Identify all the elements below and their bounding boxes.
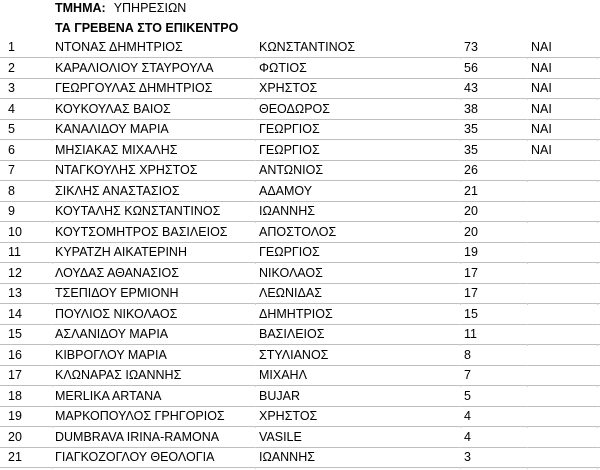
row-number: 5 <box>8 122 15 136</box>
father-name: ΝΙΚΟΛΑΟΣ <box>259 265 323 280</box>
table-row <box>0 39 600 60</box>
cell-tick <box>255 57 256 59</box>
row-divider <box>0 262 600 263</box>
row-divider <box>0 57 600 58</box>
father-name: ΚΩΝΣΤΑΝΤΙΝΟΣ <box>259 40 356 54</box>
table-row <box>0 347 600 368</box>
row-number: 1 <box>8 40 15 54</box>
candidate-name: ΛΟΥΔΑΣ ΑΘΑΝΑΣΙΟΣ <box>55 265 179 280</box>
row-divider <box>0 180 600 181</box>
cell-tick <box>527 221 528 223</box>
table-row <box>0 101 600 122</box>
cell-tick <box>527 119 528 121</box>
candidate-name: ΓΙΑΓΚΟΖΟΓΛΟΥ ΘΕΟΛΟΓΙΑ <box>55 450 215 464</box>
row-divider <box>0 242 600 243</box>
row-divider <box>0 78 600 79</box>
father-name: ΜΙΧΑΗΛ <box>259 368 307 382</box>
candidate-name: ΚΑΡΑΛΙΟΛΙΟΥ ΣΤΑΥΡΟΥΛΑ <box>55 60 214 75</box>
cell-tick <box>597 324 598 326</box>
cell-tick <box>52 385 53 387</box>
cell-tick <box>460 242 461 244</box>
cell-tick <box>460 201 461 203</box>
cell-tick <box>52 242 53 244</box>
cell-tick <box>52 426 53 428</box>
cell-tick <box>460 78 461 80</box>
row-divider <box>0 283 600 284</box>
cell-tick <box>597 78 598 80</box>
row-number: 20 <box>8 429 22 444</box>
cell-tick <box>597 447 598 449</box>
candidate-name: ΝΤΟΝΑΣ ΔΗΜΗΤΡΙΟΣ <box>55 40 183 54</box>
table-row <box>0 408 600 429</box>
candidate-name: ΚΟΥΤΑΛΗΣ ΚΩΝΣΤΑΝΤΙΝΟΣ <box>55 204 221 218</box>
elected-flag: ΝΑΙ <box>531 60 552 75</box>
cell-tick <box>52 406 53 408</box>
cell-tick <box>460 344 461 346</box>
candidate-name: ΚΟΥΚΟΥΛΑΣ ΒΑΙΟΣ <box>55 101 171 116</box>
row-number: 6 <box>8 142 15 157</box>
vote-count: 21 <box>464 183 478 198</box>
cell-tick <box>460 467 461 469</box>
vote-count: 35 <box>464 122 478 136</box>
vote-count: 4 <box>464 409 471 423</box>
father-name: ΙΩΑΝΝΗΣ <box>259 450 315 464</box>
cell-tick <box>52 180 53 182</box>
father-name: BUJAR <box>259 388 300 403</box>
vote-count: 3 <box>464 450 471 464</box>
cell-tick <box>460 303 461 305</box>
department-header <box>55 1 186 15</box>
row-divider <box>0 98 600 99</box>
cell-tick <box>52 365 53 367</box>
father-name: ΧΡΗΣΤΟΣ <box>259 81 318 95</box>
table-row <box>0 388 600 409</box>
cell-tick <box>52 262 53 264</box>
father-name: ΧΡΗΣΤΟΣ <box>259 409 318 423</box>
cell-tick <box>527 180 528 182</box>
elected-flag: ΝΑΙ <box>531 81 552 95</box>
row-divider <box>0 385 600 386</box>
row-divider <box>0 467 600 468</box>
cell-tick <box>460 57 461 59</box>
row-number: 10 <box>8 224 22 239</box>
cell-tick <box>255 365 256 367</box>
father-name: ΑΔΑΜΟΥ <box>259 183 313 198</box>
candidate-name: ΚΛΩΝΑΡΑΣ ΙΩΑΝΝΗΣ <box>55 368 182 382</box>
row-divider <box>0 201 600 202</box>
cell-tick <box>597 57 598 59</box>
table-row <box>0 244 600 265</box>
cell-tick <box>255 467 256 469</box>
cell-tick <box>527 201 528 203</box>
row-number: 14 <box>8 306 22 321</box>
table-row <box>0 429 600 450</box>
cell-tick <box>460 139 461 141</box>
row-divider <box>0 344 600 345</box>
list-title: ΤΑ ΓΡΕΒΕΝΑ ΣΤΟ ΕΠΙΚΕΝΤΡΟ <box>55 21 239 35</box>
row-number: 19 <box>8 409 22 423</box>
cell-tick <box>597 98 598 100</box>
row-divider <box>0 303 600 304</box>
father-name: ΛΕΩΝΙΔΑΣ <box>259 286 322 300</box>
table-row <box>0 60 600 81</box>
cell-tick <box>527 57 528 59</box>
cell-tick <box>255 201 256 203</box>
cell-tick <box>460 426 461 428</box>
table-row <box>0 224 600 245</box>
cell-tick <box>52 119 53 121</box>
row-number: 11 <box>8 245 21 259</box>
row-number: 3 <box>8 81 15 95</box>
cell-tick <box>527 365 528 367</box>
cell-tick <box>52 221 53 223</box>
cell-tick <box>255 385 256 387</box>
father-name: ΣΤΥΛΙΑΝΟΣ <box>259 347 329 362</box>
vote-count: 26 <box>464 163 478 177</box>
candidate-name: ΚΙΒΡΟΓΛΟΥ ΜΑΡΙΑ <box>55 347 167 362</box>
cell-tick <box>52 139 53 141</box>
row-divider <box>0 221 600 222</box>
row-number: 15 <box>8 327 22 341</box>
father-name: VASILE <box>259 429 302 444</box>
cell-tick <box>527 467 528 469</box>
cell-tick <box>597 262 598 264</box>
vote-count: 5 <box>464 388 471 403</box>
table-row <box>0 326 600 347</box>
cell-tick <box>52 98 53 100</box>
cell-tick <box>597 406 598 408</box>
candidates-table <box>0 39 600 470</box>
cell-tick <box>460 180 461 182</box>
cell-tick <box>52 447 53 449</box>
cell-tick <box>255 78 256 80</box>
cell-tick <box>460 119 461 121</box>
table-row <box>0 265 600 286</box>
table-row <box>0 162 600 183</box>
row-number: 13 <box>8 286 22 300</box>
row-divider <box>0 447 600 448</box>
cell-tick <box>597 201 598 203</box>
cell-tick <box>255 139 256 141</box>
table-row <box>0 121 600 142</box>
cell-tick <box>597 344 598 346</box>
table-row <box>0 367 600 388</box>
vote-count: 56 <box>464 60 478 75</box>
father-name: ΓΕΩΡΓΙΟΣ <box>259 122 320 136</box>
row-number: 21 <box>8 450 22 464</box>
cell-tick <box>460 324 461 326</box>
cell-tick <box>460 406 461 408</box>
father-name: ΦΩΤΙΟΣ <box>259 60 307 75</box>
table-row <box>0 449 600 470</box>
row-number: 18 <box>8 388 22 403</box>
row-divider <box>0 324 600 325</box>
father-name: ΔΗΜΗΤΡΙΟΣ <box>259 306 333 321</box>
cell-tick <box>460 365 461 367</box>
candidate-name: ΠΟΥΛΙΟΣ ΝΙΚΟΛΑΟΣ <box>55 306 178 321</box>
cell-tick <box>597 467 598 469</box>
row-number: 12 <box>8 265 22 280</box>
cell-tick <box>460 221 461 223</box>
cell-tick <box>255 221 256 223</box>
father-name: ΓΕΩΡΓΙΟΣ <box>259 142 320 157</box>
cell-tick <box>527 324 528 326</box>
cell-tick <box>527 98 528 100</box>
cell-tick <box>255 447 256 449</box>
cell-tick <box>527 344 528 346</box>
candidate-name: ΝΤΑΓΚΟΥΛΗΣ ΧΡΗΣΤΟΣ <box>55 163 198 177</box>
row-number: 2 <box>8 60 15 75</box>
cell-tick <box>255 180 256 182</box>
row-number: 17 <box>8 368 22 382</box>
cell-tick <box>527 139 528 141</box>
row-divider <box>0 365 600 366</box>
row-divider <box>0 426 600 427</box>
cell-tick <box>527 406 528 408</box>
row-divider <box>0 139 600 140</box>
vote-count: 7 <box>464 368 471 382</box>
cell-tick <box>255 283 256 285</box>
cell-tick <box>597 160 598 162</box>
cell-tick <box>527 242 528 244</box>
vote-count: 43 <box>464 81 478 95</box>
father-name: ΑΝΤΩΝΙΟΣ <box>259 163 324 177</box>
cell-tick <box>597 119 598 121</box>
cell-tick <box>460 385 461 387</box>
cell-tick <box>597 283 598 285</box>
cell-tick <box>597 303 598 305</box>
cell-tick <box>597 139 598 141</box>
table-row <box>0 183 600 204</box>
vote-count: 15 <box>464 306 478 321</box>
cell-tick <box>460 283 461 285</box>
candidate-name: ΚΟΥΤΣΟΜΗΤΡΟΣ ΒΑΣΙΛΕΙΟΣ <box>55 224 228 239</box>
row-divider <box>0 119 600 120</box>
cell-tick <box>527 283 528 285</box>
cell-tick <box>255 324 256 326</box>
table-row <box>0 306 600 327</box>
cell-tick <box>52 324 53 326</box>
elected-flag: ΝΑΙ <box>531 40 552 54</box>
cell-tick <box>255 303 256 305</box>
candidate-name: ΜΗΣΙΑΚΑΣ ΜΙΧΑΛΗΣ <box>55 142 178 157</box>
cell-tick <box>255 426 256 428</box>
cell-tick <box>527 303 528 305</box>
row-number: 9 <box>8 204 15 218</box>
vote-count: 11 <box>464 327 477 341</box>
table-row <box>0 203 600 224</box>
department-value: ΥΠΗΡΕΣΙΩΝ <box>113 1 187 15</box>
candidate-name: ΜΑΡΚΟΠΟΥΛΟΣ ΓΡΗΓΟΡΙΟΣ <box>55 409 225 423</box>
cell-tick <box>52 467 53 469</box>
candidate-name: ΚΥΡΑΤΖΗ ΑΙΚΑΤΕΡΙΝΗ <box>55 245 187 259</box>
candidate-name: ΤΣΕΠΙΔΟΥ ΕΡΜΙΟΝΗ <box>55 286 179 300</box>
row-number: 4 <box>8 101 15 116</box>
cell-tick <box>597 180 598 182</box>
candidate-name: ΓΕΩΡΓΟΥΛΑΣ ΔΗΜΗΤΡΙΟΣ <box>55 81 213 95</box>
row-divider <box>0 160 600 161</box>
candidate-name: DUMBRAVA IRINA-RAMONA <box>55 429 220 444</box>
cell-tick <box>597 221 598 223</box>
vote-count: 8 <box>464 347 471 362</box>
vote-count: 17 <box>464 286 478 300</box>
elected-flag: ΝΑΙ <box>531 101 552 116</box>
row-number: 8 <box>8 183 15 198</box>
cell-tick <box>52 78 53 80</box>
vote-count: 17 <box>464 265 478 280</box>
cell-tick <box>255 160 256 162</box>
cell-tick <box>52 201 53 203</box>
table-row <box>0 142 600 163</box>
cell-tick <box>255 406 256 408</box>
father-name: ΘΕΟΔΩΡΟΣ <box>259 101 331 116</box>
cell-tick <box>460 262 461 264</box>
cell-tick <box>255 98 256 100</box>
department-label: ΤΜΗΜΑ: <box>55 1 106 15</box>
vote-count: 20 <box>464 224 478 239</box>
cell-tick <box>460 98 461 100</box>
elected-flag: ΝΑΙ <box>531 122 552 136</box>
vote-count: 35 <box>464 142 478 157</box>
cell-tick <box>255 119 256 121</box>
cell-tick <box>597 242 598 244</box>
cell-tick <box>527 447 528 449</box>
elected-flag: ΝΑΙ <box>531 142 552 157</box>
cell-tick <box>52 344 53 346</box>
candidate-name: ΑΣΛΑΝΙΔΟΥ ΜΑΡΙΑ <box>55 327 169 341</box>
row-number: 16 <box>8 347 22 362</box>
cell-tick <box>52 303 53 305</box>
row-number: 7 <box>8 163 15 177</box>
cell-tick <box>527 426 528 428</box>
cell-tick <box>52 160 53 162</box>
table-row <box>0 80 600 101</box>
cell-tick <box>597 365 598 367</box>
father-name: ΓΕΩΡΓΙΟΣ <box>259 245 320 259</box>
cell-tick <box>255 262 256 264</box>
cell-tick <box>52 57 53 59</box>
cell-tick <box>527 160 528 162</box>
cell-tick <box>255 344 256 346</box>
father-name: ΒΑΣΙΛΕΙΟΣ <box>259 327 325 341</box>
row-divider <box>0 406 600 407</box>
cell-tick <box>460 160 461 162</box>
vote-count: 4 <box>464 429 471 444</box>
cell-tick <box>52 283 53 285</box>
vote-count: 20 <box>464 204 478 218</box>
vote-count: 73 <box>464 40 478 54</box>
cell-tick <box>460 447 461 449</box>
father-name: ΑΠΟΣΤΟΛΟΣ <box>259 224 337 239</box>
vote-count: 19 <box>464 245 478 259</box>
candidate-name: ΣΙΚΛΗΣ ΑΝΑΣΤΑΣΙΟΣ <box>55 183 180 198</box>
candidate-name: ΚΑΝΑΛΙΔΟΥ ΜΑΡΙΑ <box>55 122 169 136</box>
cell-tick <box>527 78 528 80</box>
father-name: ΙΩΑΝΝΗΣ <box>259 204 315 218</box>
cell-tick <box>527 385 528 387</box>
cell-tick <box>597 426 598 428</box>
cell-tick <box>597 385 598 387</box>
vote-count: 38 <box>464 101 478 116</box>
cell-tick <box>527 262 528 264</box>
table-row <box>0 285 600 306</box>
cell-tick <box>255 242 256 244</box>
candidate-name: MERLIKA ARTANA <box>55 388 162 403</box>
